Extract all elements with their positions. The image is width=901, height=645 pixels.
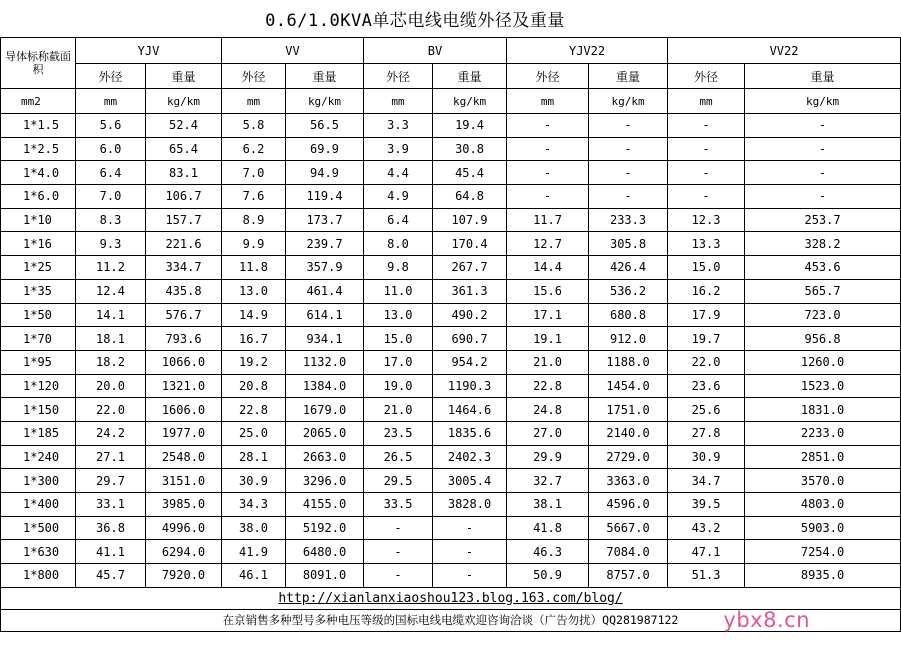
cable-spec-table bbox=[0, 37, 901, 632]
table-row bbox=[1, 374, 901, 398]
od-cell: 7.0 bbox=[76, 185, 146, 209]
conductor-area-cell: 1*630 bbox=[1, 540, 76, 564]
od-cell: 22.0 bbox=[668, 350, 745, 374]
weight-cell: 6480.0 bbox=[286, 540, 364, 564]
weight-cell: 8091.0 bbox=[286, 564, 364, 588]
od-cell: 23.6 bbox=[668, 374, 745, 398]
weight-cell: 233.3 bbox=[589, 208, 668, 232]
od-cell: 22.8 bbox=[222, 398, 286, 422]
conductor-area-cell: 1*1.5 bbox=[1, 114, 76, 138]
od-cell: 33.1 bbox=[76, 493, 146, 517]
weight-cell: 2402.3 bbox=[433, 445, 507, 469]
weight-cell: 2140.0 bbox=[589, 421, 668, 445]
od-cell: 14.1 bbox=[76, 303, 146, 327]
od-header: 外径 bbox=[507, 64, 589, 89]
unit-weight: kg/km bbox=[146, 89, 222, 114]
column-label-row bbox=[1, 64, 901, 89]
od-header: 外径 bbox=[222, 64, 286, 89]
weight-cell: 1606.0 bbox=[146, 398, 222, 422]
conductor-area-cell: 1*25 bbox=[1, 256, 76, 280]
ad-text: 在京销售多种型号多种电压等级的国标电线电缆欢迎咨询洽谈（广告勿扰）QQ281987122 bbox=[1, 609, 901, 631]
od-cell: 19.1 bbox=[507, 327, 589, 351]
od-cell: 30.9 bbox=[668, 445, 745, 469]
od-cell: 5.6 bbox=[76, 114, 146, 138]
table-row bbox=[1, 516, 901, 540]
weight-cell: 1751.0 bbox=[589, 398, 668, 422]
table-row bbox=[1, 185, 901, 209]
weight-cell: 565.7 bbox=[745, 279, 901, 303]
conductor-area-cell: 1*150 bbox=[1, 398, 76, 422]
od-cell: - bbox=[668, 114, 745, 138]
weight-cell: 7084.0 bbox=[589, 540, 668, 564]
od-cell: 5.8 bbox=[222, 114, 286, 138]
conductor-area-cell: 1*800 bbox=[1, 564, 76, 588]
weight-cell: 2729.0 bbox=[589, 445, 668, 469]
weight-cell: 30.8 bbox=[433, 137, 507, 161]
od-cell: 15.0 bbox=[364, 327, 433, 351]
od-cell: - bbox=[507, 137, 589, 161]
od-cell: 4.9 bbox=[364, 185, 433, 209]
od-cell: 30.9 bbox=[222, 469, 286, 493]
table-row bbox=[1, 540, 901, 564]
weight-cell: 305.8 bbox=[589, 232, 668, 256]
weight-cell: 1835.6 bbox=[433, 421, 507, 445]
od-cell: 25.6 bbox=[668, 398, 745, 422]
od-cell: 51.3 bbox=[668, 564, 745, 588]
weight-cell: 334.7 bbox=[146, 256, 222, 280]
od-cell: 12.3 bbox=[668, 208, 745, 232]
weight-cell: - bbox=[589, 161, 668, 185]
table-row bbox=[1, 232, 901, 256]
weight-cell: 4596.0 bbox=[589, 493, 668, 517]
weight-cell: 157.7 bbox=[146, 208, 222, 232]
weight-cell: 52.4 bbox=[146, 114, 222, 138]
type-header-vv: VV bbox=[222, 38, 364, 64]
od-cell: 15.6 bbox=[507, 279, 589, 303]
weight-cell: 361.3 bbox=[433, 279, 507, 303]
weight-cell: 3985.0 bbox=[146, 493, 222, 517]
table-row bbox=[1, 114, 901, 138]
od-cell: 39.5 bbox=[668, 493, 745, 517]
od-cell: 19.7 bbox=[668, 327, 745, 351]
od-cell: 17.9 bbox=[668, 303, 745, 327]
weight-cell: - bbox=[589, 137, 668, 161]
od-cell: 38.0 bbox=[222, 516, 286, 540]
unit-row bbox=[1, 89, 901, 114]
od-cell: 6.0 bbox=[76, 137, 146, 161]
weight-cell: 1132.0 bbox=[286, 350, 364, 374]
table-row bbox=[1, 350, 901, 374]
table-row bbox=[1, 279, 901, 303]
weight-cell: - bbox=[589, 114, 668, 138]
od-cell: 19.2 bbox=[222, 350, 286, 374]
conductor-area-cell: 1*300 bbox=[1, 469, 76, 493]
od-cell: - bbox=[507, 185, 589, 209]
od-cell: 32.7 bbox=[507, 469, 589, 493]
od-cell: - bbox=[507, 114, 589, 138]
od-cell: 9.9 bbox=[222, 232, 286, 256]
od-cell: 9.3 bbox=[76, 232, 146, 256]
weight-cell: - bbox=[433, 516, 507, 540]
url-row bbox=[1, 587, 901, 609]
conductor-area-cell: 1*6.0 bbox=[1, 185, 76, 209]
conductor-area-cell: 1*240 bbox=[1, 445, 76, 469]
weight-cell: - bbox=[433, 564, 507, 588]
od-cell: 11.2 bbox=[76, 256, 146, 280]
od-cell: 8.0 bbox=[364, 232, 433, 256]
table-row bbox=[1, 398, 901, 422]
table-row bbox=[1, 208, 901, 232]
od-cell: 27.0 bbox=[507, 421, 589, 445]
weight-cell: 4803.0 bbox=[745, 493, 901, 517]
od-cell: 27.1 bbox=[76, 445, 146, 469]
od-cell: 46.1 bbox=[222, 564, 286, 588]
od-cell: 29.9 bbox=[507, 445, 589, 469]
weight-cell: 461.4 bbox=[286, 279, 364, 303]
weight-cell: 1321.0 bbox=[146, 374, 222, 398]
od-cell: 7.6 bbox=[222, 185, 286, 209]
od-header: 外径 bbox=[668, 64, 745, 89]
weight-cell: 2065.0 bbox=[286, 421, 364, 445]
od-header: 外径 bbox=[364, 64, 433, 89]
weight-cell: 1831.0 bbox=[745, 398, 901, 422]
weight-cell: 1679.0 bbox=[286, 398, 364, 422]
od-cell: 18.2 bbox=[76, 350, 146, 374]
od-cell: 23.5 bbox=[364, 421, 433, 445]
od-cell: 3.3 bbox=[364, 114, 433, 138]
conductor-area-cell: 1*400 bbox=[1, 493, 76, 517]
od-cell: 16.7 bbox=[222, 327, 286, 351]
od-cell: 7.0 bbox=[222, 161, 286, 185]
weight-cell: 170.4 bbox=[433, 232, 507, 256]
weight-cell: 3005.4 bbox=[433, 469, 507, 493]
od-cell: - bbox=[364, 540, 433, 564]
table-row bbox=[1, 421, 901, 445]
od-cell: 8.9 bbox=[222, 208, 286, 232]
od-cell: 13.0 bbox=[222, 279, 286, 303]
od-cell: 20.0 bbox=[76, 374, 146, 398]
od-cell: 41.1 bbox=[76, 540, 146, 564]
weight-cell: 45.4 bbox=[433, 161, 507, 185]
od-cell: 13.0 bbox=[364, 303, 433, 327]
unit-weight: kg/km bbox=[745, 89, 901, 114]
weight-cell: - bbox=[745, 161, 901, 185]
table-row bbox=[1, 445, 901, 469]
weight-cell: 19.4 bbox=[433, 114, 507, 138]
od-cell: 19.0 bbox=[364, 374, 433, 398]
od-cell: 6.4 bbox=[364, 208, 433, 232]
weight-cell: - bbox=[745, 114, 901, 138]
weight-cell: - bbox=[745, 137, 901, 161]
weight-header: 重量 bbox=[433, 64, 507, 89]
weight-cell: 1523.0 bbox=[745, 374, 901, 398]
weight-cell: 357.9 bbox=[286, 256, 364, 280]
conductor-area-cell: 1*185 bbox=[1, 421, 76, 445]
conductor-area-cell: 1*35 bbox=[1, 279, 76, 303]
od-cell: 29.7 bbox=[76, 469, 146, 493]
weight-cell: 5192.0 bbox=[286, 516, 364, 540]
conductor-area-cell: 1*120 bbox=[1, 374, 76, 398]
od-cell: - bbox=[668, 185, 745, 209]
unit-weight: kg/km bbox=[589, 89, 668, 114]
conductor-area-cell: 1*10 bbox=[1, 208, 76, 232]
od-cell: 27.8 bbox=[668, 421, 745, 445]
weight-cell: 426.4 bbox=[589, 256, 668, 280]
blog-link[interactable]: http://xianlanxiaoshou123.blog.163.com/blog/ bbox=[278, 590, 623, 606]
weight-cell: 253.7 bbox=[745, 208, 901, 232]
od-cell: 34.7 bbox=[668, 469, 745, 493]
od-cell: 26.5 bbox=[364, 445, 433, 469]
od-cell: 20.8 bbox=[222, 374, 286, 398]
weight-cell: 221.6 bbox=[146, 232, 222, 256]
weight-cell: 3151.0 bbox=[146, 469, 222, 493]
weight-cell: 934.1 bbox=[286, 327, 364, 351]
od-cell: 12.7 bbox=[507, 232, 589, 256]
weight-cell: 536.2 bbox=[589, 279, 668, 303]
od-cell: 9.8 bbox=[364, 256, 433, 280]
weight-cell: 106.7 bbox=[146, 185, 222, 209]
unit-od: mm bbox=[76, 89, 146, 114]
od-cell: 14.4 bbox=[507, 256, 589, 280]
weight-cell: - bbox=[589, 185, 668, 209]
od-cell: 29.5 bbox=[364, 469, 433, 493]
weight-cell: 56.5 bbox=[286, 114, 364, 138]
unit-area: mm2 bbox=[1, 89, 76, 114]
od-cell: 6.2 bbox=[222, 137, 286, 161]
weight-header: 重量 bbox=[286, 64, 364, 89]
weight-cell: 3570.0 bbox=[745, 469, 901, 493]
od-cell: 33.5 bbox=[364, 493, 433, 517]
type-header-bv: BV bbox=[364, 38, 507, 64]
od-cell: - bbox=[364, 564, 433, 588]
od-cell: - bbox=[364, 516, 433, 540]
weight-cell: 1977.0 bbox=[146, 421, 222, 445]
weight-cell: 435.8 bbox=[146, 279, 222, 303]
od-cell: 15.0 bbox=[668, 256, 745, 280]
conductor-area-cell: 1*95 bbox=[1, 350, 76, 374]
weight-cell: 107.9 bbox=[433, 208, 507, 232]
od-cell: 11.7 bbox=[507, 208, 589, 232]
od-cell: 50.9 bbox=[507, 564, 589, 588]
od-header: 外径 bbox=[76, 64, 146, 89]
weight-cell: 793.6 bbox=[146, 327, 222, 351]
conductor-area-cell: 1*2.5 bbox=[1, 137, 76, 161]
weight-cell: 83.1 bbox=[146, 161, 222, 185]
type-header-yjv22: YJV22 bbox=[507, 38, 668, 64]
od-cell: 21.0 bbox=[364, 398, 433, 422]
weight-cell: - bbox=[745, 185, 901, 209]
weight-cell: 3828.0 bbox=[433, 493, 507, 517]
od-cell: 4.4 bbox=[364, 161, 433, 185]
weight-cell: 4155.0 bbox=[286, 493, 364, 517]
od-cell: 36.8 bbox=[76, 516, 146, 540]
od-cell: 16.2 bbox=[668, 279, 745, 303]
od-cell: 11.0 bbox=[364, 279, 433, 303]
weight-cell: 453.6 bbox=[745, 256, 901, 280]
weight-cell: 2548.0 bbox=[146, 445, 222, 469]
unit-weight: kg/km bbox=[286, 89, 364, 114]
page-title: 0.6/1.0KVA单芯电线电缆外径及重量 bbox=[265, 11, 565, 31]
unit-od: mm bbox=[507, 89, 589, 114]
weight-cell: 614.1 bbox=[286, 303, 364, 327]
od-cell: 6.4 bbox=[76, 161, 146, 185]
od-cell: 12.4 bbox=[76, 279, 146, 303]
od-cell: 17.1 bbox=[507, 303, 589, 327]
od-cell: 24.2 bbox=[76, 421, 146, 445]
weight-header: 重量 bbox=[745, 64, 901, 89]
weight-cell: 956.8 bbox=[745, 327, 901, 351]
weight-cell: 690.7 bbox=[433, 327, 507, 351]
weight-cell: 2663.0 bbox=[286, 445, 364, 469]
weight-header: 重量 bbox=[589, 64, 668, 89]
weight-cell: 954.2 bbox=[433, 350, 507, 374]
table-row bbox=[1, 493, 901, 517]
table-row bbox=[1, 137, 901, 161]
weight-cell: 1260.0 bbox=[745, 350, 901, 374]
weight-header: 重量 bbox=[146, 64, 222, 89]
od-cell: 22.0 bbox=[76, 398, 146, 422]
weight-cell: 3363.0 bbox=[589, 469, 668, 493]
weight-cell: 912.0 bbox=[589, 327, 668, 351]
weight-cell: 94.9 bbox=[286, 161, 364, 185]
weight-cell: 1384.0 bbox=[286, 374, 364, 398]
weight-cell: 8757.0 bbox=[589, 564, 668, 588]
table-row bbox=[1, 303, 901, 327]
weight-cell: 2233.0 bbox=[745, 421, 901, 445]
weight-cell: 64.8 bbox=[433, 185, 507, 209]
unit-od: mm bbox=[364, 89, 433, 114]
od-cell: 46.3 bbox=[507, 540, 589, 564]
conductor-area-cell: 1*16 bbox=[1, 232, 76, 256]
conductor-area-cell: 1*4.0 bbox=[1, 161, 76, 185]
od-cell: 3.9 bbox=[364, 137, 433, 161]
od-cell: - bbox=[507, 161, 589, 185]
table-row bbox=[1, 327, 901, 351]
weight-cell: 490.2 bbox=[433, 303, 507, 327]
weight-cell: 5903.0 bbox=[745, 516, 901, 540]
od-cell: 43.2 bbox=[668, 516, 745, 540]
table-row bbox=[1, 469, 901, 493]
conductor-area-cell: 1*50 bbox=[1, 303, 76, 327]
od-cell: - bbox=[668, 161, 745, 185]
od-cell: 41.8 bbox=[507, 516, 589, 540]
od-cell: 21.0 bbox=[507, 350, 589, 374]
od-cell: 34.3 bbox=[222, 493, 286, 517]
od-cell: - bbox=[668, 137, 745, 161]
weight-cell: 5667.0 bbox=[589, 516, 668, 540]
weight-cell: 7920.0 bbox=[146, 564, 222, 588]
weight-cell: 328.2 bbox=[745, 232, 901, 256]
unit-od: mm bbox=[222, 89, 286, 114]
od-cell: 22.8 bbox=[507, 374, 589, 398]
weight-cell: 1188.0 bbox=[589, 350, 668, 374]
weight-cell: 1066.0 bbox=[146, 350, 222, 374]
od-cell: 18.1 bbox=[76, 327, 146, 351]
weight-cell: 723.0 bbox=[745, 303, 901, 327]
table-row bbox=[1, 564, 901, 588]
od-cell: 11.8 bbox=[222, 256, 286, 280]
weight-cell: 576.7 bbox=[146, 303, 222, 327]
type-header-row bbox=[1, 38, 901, 64]
brand-watermark: ybx8.cn bbox=[723, 608, 810, 632]
weight-cell: - bbox=[433, 540, 507, 564]
weight-cell: 8935.0 bbox=[745, 564, 901, 588]
weight-cell: 1464.6 bbox=[433, 398, 507, 422]
weight-cell: 267.7 bbox=[433, 256, 507, 280]
od-cell: 17.0 bbox=[364, 350, 433, 374]
weight-cell: 119.4 bbox=[286, 185, 364, 209]
weight-cell: 6294.0 bbox=[146, 540, 222, 564]
type-header-vv22: VV22 bbox=[668, 38, 901, 64]
conductor-area-cell: 1*500 bbox=[1, 516, 76, 540]
weight-cell: 4996.0 bbox=[146, 516, 222, 540]
od-cell: 45.7 bbox=[76, 564, 146, 588]
weight-cell: 1190.3 bbox=[433, 374, 507, 398]
od-cell: 47.1 bbox=[668, 540, 745, 564]
weight-cell: 239.7 bbox=[286, 232, 364, 256]
od-cell: 8.3 bbox=[76, 208, 146, 232]
od-cell: 38.1 bbox=[507, 493, 589, 517]
od-cell: 24.8 bbox=[507, 398, 589, 422]
weight-cell: 3296.0 bbox=[286, 469, 364, 493]
weight-cell: 7254.0 bbox=[745, 540, 901, 564]
table-row bbox=[1, 256, 901, 280]
table-row bbox=[1, 161, 901, 185]
conductor-area-header: 导体标称截面积 bbox=[1, 38, 76, 89]
unit-weight: kg/km bbox=[433, 89, 507, 114]
weight-cell: 173.7 bbox=[286, 208, 364, 232]
weight-cell: 1454.0 bbox=[589, 374, 668, 398]
od-cell: 14.9 bbox=[222, 303, 286, 327]
conductor-area-cell: 1*70 bbox=[1, 327, 76, 351]
od-cell: 28.1 bbox=[222, 445, 286, 469]
type-header-yjv: YJV bbox=[76, 38, 222, 64]
weight-cell: 65.4 bbox=[146, 137, 222, 161]
weight-cell: 69.9 bbox=[286, 137, 364, 161]
od-cell: 41.9 bbox=[222, 540, 286, 564]
unit-od: mm bbox=[668, 89, 745, 114]
weight-cell: 2851.0 bbox=[745, 445, 901, 469]
od-cell: 25.0 bbox=[222, 421, 286, 445]
od-cell: 13.3 bbox=[668, 232, 745, 256]
weight-cell: 680.8 bbox=[589, 303, 668, 327]
